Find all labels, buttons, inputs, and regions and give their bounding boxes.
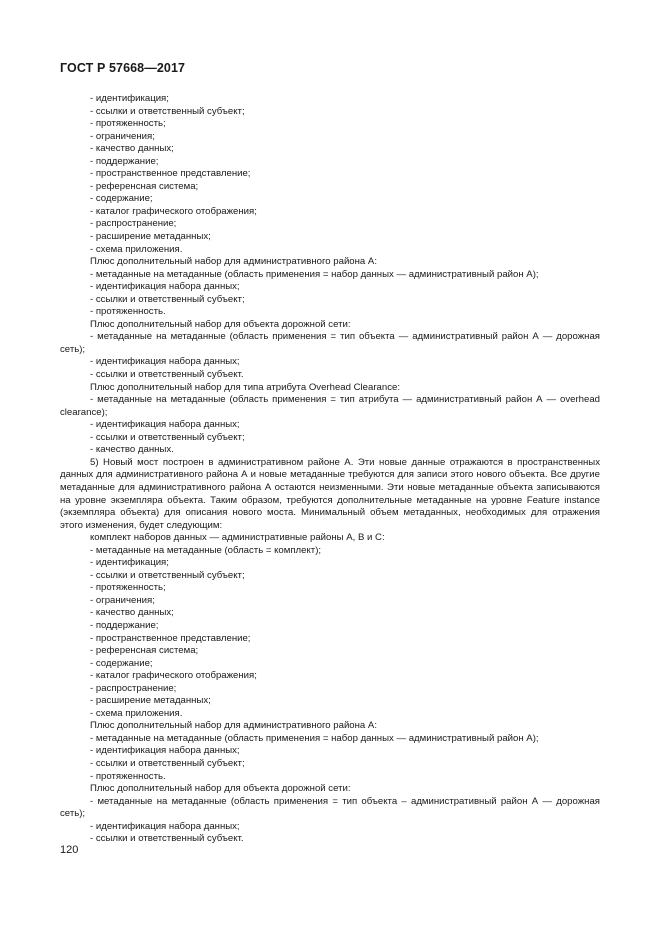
text-line: - идентификация набора данных; bbox=[90, 281, 240, 293]
text-line: - идентификация; bbox=[90, 557, 169, 569]
page-number: 120 bbox=[60, 844, 79, 856]
text-line: - идентификация набора данных; bbox=[90, 820, 240, 832]
text-line: - протяженность. bbox=[90, 770, 166, 782]
text-line: - идентификация; bbox=[90, 93, 169, 104]
text-line: Плюс дополнительный набор для объекта дорожной сети: bbox=[90, 318, 351, 330]
text-line: - метаданные на метаданные (область применения = тип объекта — административный район А — дорожная сеть); bbox=[60, 331, 600, 355]
text-line: - идентификация набора данных; bbox=[90, 356, 240, 368]
text-line: - качество данных; bbox=[90, 143, 174, 155]
text-line: - ссылки и ответственный субъект; bbox=[90, 293, 245, 305]
text-line: - протяженность; bbox=[90, 118, 166, 130]
text-line: - качество данных. bbox=[90, 444, 174, 456]
text-line: - метаданные на метаданные (область применения = набор данных — административный район А); bbox=[90, 732, 539, 744]
text-line: - идентификация набора данных; bbox=[90, 745, 240, 757]
text-line: - ссылки и ответственный субъект; bbox=[90, 757, 245, 769]
text-line: - каталог графического отображения; bbox=[90, 205, 257, 217]
document-body bbox=[60, 93, 600, 846]
text-line: - протяженность. bbox=[90, 306, 166, 318]
text-line: - идентификация набора данных; bbox=[90, 419, 240, 431]
text-line: комплект наборов данных — административные районы А, В и С: bbox=[90, 532, 385, 544]
text-line: - расширение метаданных; bbox=[90, 231, 211, 243]
text-line: - ссылки и ответственный субъект; bbox=[90, 569, 245, 581]
text-line: Плюс дополнительный набор для административного района А: bbox=[90, 256, 377, 268]
text-line: - ограничения; bbox=[90, 130, 155, 142]
text-line: - схема приложения. bbox=[90, 707, 183, 719]
text-line: - референсная система; bbox=[90, 180, 199, 192]
text-line: - пространственное представление; bbox=[90, 168, 251, 180]
text-line: 5) Новый мост построен в административном районе А. Эти новые данные отражаются в пространственных данных для административного района А и новые метаданные требуются для записи этого нового объекта. Все другие метаданные для административного района А остаются неизменными. Эти новые метаданные объекта записываются на уровне экземпляра объекта. Таким образом, требуются дополнительные метаданные на уровне Feature instance (экземпляра объекта) для описания нового моста. Минимальный объем метаданных, необходимых для отражения этого изменения, будет следующим: bbox=[60, 456, 600, 531]
text-line: Плюс дополнительный набор для административного района А: bbox=[90, 720, 377, 732]
text-line: Плюс дополнительный набор для объекта дорожной сети: bbox=[90, 783, 351, 795]
text-line: - поддержание; bbox=[90, 619, 159, 631]
document-header: ГОСТ Р 57668—2017 bbox=[60, 61, 186, 75]
text-line: - ссылки и ответственный субъект. bbox=[90, 369, 244, 381]
text-line: - распространение; bbox=[90, 682, 177, 694]
text-line: - метаданные на метаданные (область применения = тип объекта – административный район А — дорожная сеть); bbox=[60, 795, 600, 820]
text-line: - содержание; bbox=[90, 193, 153, 205]
text-line: - протяженность; bbox=[90, 582, 166, 594]
text-line: - поддержание; bbox=[90, 155, 159, 167]
text-line: Плюс дополнительный набор для типа атрибута Overhead Clearance: bbox=[90, 381, 401, 393]
text-line: - качество данных; bbox=[90, 607, 174, 619]
text-line: - ссылки и ответственный субъект. bbox=[90, 833, 244, 845]
text-line: - метаданные на метаданные (область применения = тип атрибута — административный район А — overhead clearance); bbox=[60, 394, 600, 418]
text-line: - референсная система; bbox=[90, 645, 199, 657]
text-line: - ограничения; bbox=[90, 594, 155, 606]
text-line: - метаданные на метаданные (область применения = набор данных — административный район А); bbox=[90, 268, 539, 280]
text-line: - пространственное представление; bbox=[90, 632, 251, 644]
text-line: - метаданные на метаданные (область = комплект); bbox=[90, 544, 322, 556]
text-line: - ссылки и ответственный субъект; bbox=[90, 105, 245, 117]
text-line: - ссылки и ответственный субъект; bbox=[90, 431, 245, 443]
text-line: - схема приложения. bbox=[90, 243, 183, 255]
text-line: - содержание; bbox=[90, 657, 153, 669]
text-line: - каталог графического отображения; bbox=[90, 670, 257, 682]
text-line: - расширение метаданных; bbox=[90, 695, 211, 707]
text-line: - распространение; bbox=[90, 218, 177, 230]
